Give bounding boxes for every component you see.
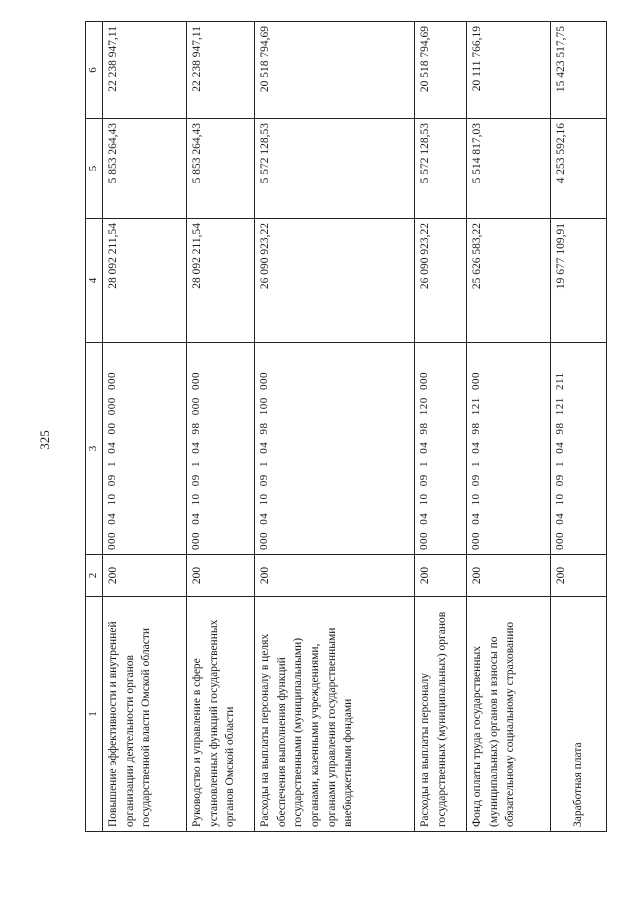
row-budget-code: 000 04 10 09 1 04 98 121 211 xyxy=(550,343,606,555)
row-name: Руководство и управление в сфере установленных функций государственных органов Омской области xyxy=(186,597,254,832)
row-amount-col6: 20 111 766,19 xyxy=(466,22,550,119)
table-row xyxy=(466,22,550,832)
row-admin-code: 200 xyxy=(466,555,550,597)
row-name: Заработная плата xyxy=(550,597,606,832)
row-budget-code: 000 04 10 09 1 04 98 100 000 xyxy=(254,343,414,555)
column-header-1: 1 xyxy=(86,597,103,832)
row-amount-col5: 4 253 592,16 xyxy=(550,119,606,219)
row-amount-col5: 5 572 128,53 xyxy=(254,119,414,219)
budget-table-rotated xyxy=(85,22,605,832)
table-row xyxy=(414,22,466,832)
row-budget-code: 000 04 10 09 1 04 98 000 000 xyxy=(186,343,254,555)
budget-table xyxy=(85,21,607,832)
row-budget-code: 000 04 10 09 1 04 98 121 000 xyxy=(466,343,550,555)
column-header-5: 5 xyxy=(86,119,103,219)
row-admin-code: 200 xyxy=(254,555,414,597)
row-name: Повышение эффективности и внутренней организации деятельности органов государственной власти Омской области xyxy=(102,597,186,832)
table-row xyxy=(186,22,254,832)
row-name: Расходы на выплаты персоналу государственных (муниципальных) органов xyxy=(414,597,466,832)
row-budget-code: 000 04 10 09 1 04 98 120 000 xyxy=(414,343,466,555)
row-amount-col4: 28 092 211,54 xyxy=(186,219,254,343)
page-number-text: 325 xyxy=(37,430,52,450)
row-admin-code: 200 xyxy=(414,555,466,597)
table-row xyxy=(550,22,606,832)
row-amount-col5: 5 853 264,43 xyxy=(102,119,186,219)
column-header-3: 3 xyxy=(86,343,103,555)
budget-table-container xyxy=(85,22,605,832)
row-admin-code: 200 xyxy=(102,555,186,597)
row-admin-code: 200 xyxy=(186,555,254,597)
row-admin-code: 200 xyxy=(550,555,606,597)
page-number xyxy=(38,420,52,460)
row-amount-col6: 20 518 794,69 xyxy=(414,22,466,119)
row-amount-col6: 15 423 517,75 xyxy=(550,22,606,119)
column-header-4: 4 xyxy=(86,219,103,343)
table-header-row xyxy=(86,22,103,832)
row-budget-code: 000 04 10 09 1 04 00 000 000 xyxy=(102,343,186,555)
row-amount-col5: 5 514 817,03 xyxy=(466,119,550,219)
row-amount-col4: 26 090 923,22 xyxy=(414,219,466,343)
row-amount-col5: 5 853 264,43 xyxy=(186,119,254,219)
row-name: Расходы на выплаты персоналу в целях обеспечения выполнения функций государственными (муниципальными) органами, казенными учреждениями, органами управления государственными внебюджетными фондами xyxy=(254,597,414,832)
row-amount-col6: 22 238 947,11 xyxy=(186,22,254,119)
column-header-2: 2 xyxy=(86,555,103,597)
row-amount-col6: 20 518 794,69 xyxy=(254,22,414,119)
column-header-6: 6 xyxy=(86,22,103,119)
row-amount-col6: 22 238 947,11 xyxy=(102,22,186,119)
row-amount-col5: 5 572 128,53 xyxy=(414,119,466,219)
table-row xyxy=(254,22,414,832)
row-amount-col4: 26 090 923,22 xyxy=(254,219,414,343)
row-name: Фонд оплаты труда государственных (муниципальных) органов и взносы по обязательному социальному страхованию xyxy=(466,597,550,832)
row-amount-col4: 19 677 109,91 xyxy=(550,219,606,343)
table-row xyxy=(102,22,186,832)
row-amount-col4: 28 092 211,54 xyxy=(102,219,186,343)
row-amount-col4: 25 626 583,22 xyxy=(466,219,550,343)
